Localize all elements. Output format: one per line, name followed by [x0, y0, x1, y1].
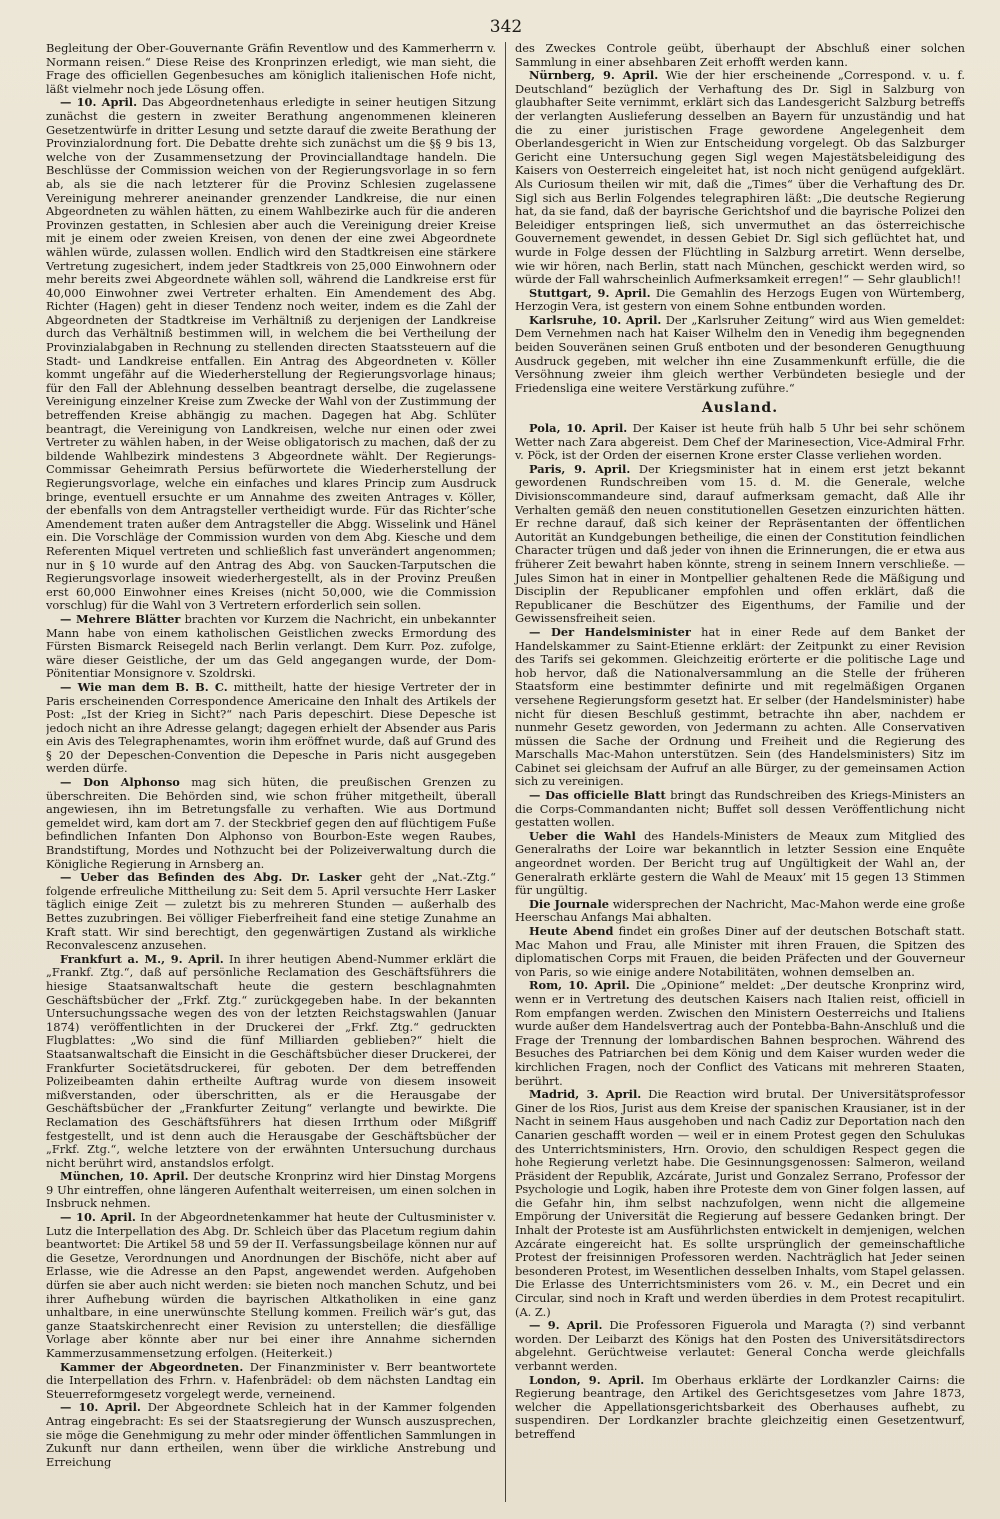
article-paragraph: [515, 979, 965, 1088]
dateline: Karlsruhe, 10. April.: [529, 312, 662, 327]
article-paragraph: [515, 626, 965, 789]
paragraph-text: mag sich hüten, die preußischen Grenzen zu überschreiten. Die Behörden sind, wie schon früher mitgetheilt, überall angewiesen, ihn im Betretungsfalle zu verhaften. Wie aus Dortmund gemeldet wird, kam dort am 7. der Steckbrief gegen den auf flüchtigem Fuße befindlichen Infanten Don Alphonso von Bourbon-Este wegen Raubes, Brandstiftung, Mordes und Nothzucht bei der Polizeiverwaltung durch die Königliche Regierung in Arnsberg an.: [46, 775, 496, 871]
paragraph-text: brachten vor Kurzem die Nachricht, ein unbekannter Mann habe von einem katholischen Geistlichen zwecks Ermordung des Fürsten Bismarck Reisegeld nach Berlin verlangt. Dem Kurr. Poz. zufolge, wäre dieser Geistliche, der um das Geld angegangen wurde, der Dom-Pönitentiar Monsignore v. Szoldrski.: [46, 611, 496, 681]
article-paragraph: [515, 789, 965, 830]
paragraph-text: In ihrer heutigen Abend-Nummer erklärt die „Frankf. Ztg.“, daß auf persönliche Reclamation des Geschäftsführers die hiesige Staatsanwaltschaft heute die gestern beschlagnahmten Geschäftsbücher der „Frkf. Ztg.“ zurückgegeben habe. In der bekannten Untersuchungssache wegen des von der letzten Reichstagswahlen (Januar 1874) veröffentlichten in der Druckerei der „Frkf. Ztg.“ gedruckten Flugblattes: „Wo sind die fünf Milliarden geblieben?“ hielt die Staatsanwaltschaft die Einsicht in die Geschäftsbücher dieser Druckerei, der Frankfurter Societätsdruckerei, für geboten. Der dem betreffenden Polizeibeamten dahin ertheilte Auftrag wurde von diesem insoweit mißverstanden, oder überschritten, als er die Herausgabe der Geschäftsbücher der „Frankfurter Zeitung“ verlangte und bewirkte. Die Reclamation des Geschäftsführers hat diesen Irrthum oder Mißgriff festgestellt, und ist denn auch die Herausgabe der Geschäftsbücher der „Frkf. Ztg.“, welche letztere von der erwähnten Untersuchung durchaus nicht berührt wird, anstandslos erfolgt.: [46, 951, 497, 1170]
article-paragraph: [515, 69, 965, 287]
paragraph-text: Begleitung der Ober-Gouvernante Gräfin Reventlow und des Kammerherrn v. Normann reisen.“ Diese Reise des Kronprinzen erledigt, wie man sieht, die Frage des officiellen Gegenbesuches am königlich italienischen Hofe nicht, läßt vielmehr noch jede Lösung offen.: [46, 42, 496, 96]
article-paragraph: [46, 96, 496, 613]
article-paragraph: [515, 1374, 965, 1442]
paragraph-text: des Handels-Ministers de Meaux zum Mitglied des Generalraths der Loire war bekanntlich in letzter Session eine Enquête angeordnet worden. Der Bericht trug auf Ungültigkeit der Wahl an, der Generalrath erklärte gestern die Wahl de Meaux’ mit 15 gegen 13 Stimmen für ungültig.: [515, 828, 965, 898]
dateline: — Das officielle Blatt: [529, 788, 666, 803]
dateline: — Don Alphonso: [60, 775, 180, 790]
article-paragraph: [515, 42, 965, 69]
paragraph-text: Die Reaction wird brutal. Der Universitätsprofessor Giner de los Rios, Jurist aus dem Kreise der spanischen Krausianer, ist in der Nacht in seinem Haus ausgehoben und nach Cadiz zur Deportation nach den Canarien geschafft worden — weil er in einem Protest gegen den Schulukas des Unterrichtsministers, Hrn. Orovio, den schuldigen Respect gegen die hohe Regierung verletzt habe. Die Gesinnungsgenossen: Salmeron, weiland Präsident der Republik, Azcárate, Jurist und Gonzalez Serrano, Professor der Psychologie und Logik, haben ihre Proteste dem von Giner folgen lassen, auf die Gefahr hin, ihm selbst nachzufolgen, wenn nicht die allgemeine Empörung der Universität die Regierung auf bessere Gedanken bringt. Der Inhalt der Proteste ist am Ausführlichsten entwickelt in demjenigen, welchen Azcárate eingereicht hat. Es sollte ursprünglich der gemeinschaftliche Protest der freisinnigen Professoren werden. Nachträglich hat Jeder seinen besonderen Protest, im Wesentlichen desselben Inhalts, vom Stapel gelassen. Die Erlasse des Unterrichtsministers vom 26. v. M., ein Decret und ein Circular, sind noch in Kraft und werden überdies in dem Protest recapitulirt. (A. Z.): [515, 1087, 965, 1319]
paragraph-text: Wie der hier erscheinende „Correspond. v. u. f. Deutschland“ bezüglich der Verhaftung des Dr. Sigl in Salzburg von glaubhafter Seite vernimmt, erklärt sich das Landesgericht Salzburg betreffs der verlangten Auslieferung desselben an Bayern für unzuständig und hat die zu einer juristischen Frage gewordene Angelegenheit dem Oberlandesgericht in Wien zur Entscheidung vorgelegt. Ob das Salzburger Gericht eine Untersuchung gegen Sigl wegen Majestätsbeleidigung des Kaisers von Oesterreich eingeleitet hat, ist noch nicht genügend aufgeklärt. Als Curiosum theilen wir mit, daß die „Times“ über die Verhaftung des Dr. Sigl sich aus Berlin Folgendes telegraphiren läßt: „Die deutsche Regierung hat, da sie fand, daß der bayrische Gerichtshof und die bayrische Polizei den Beleidiger entspringen ließ, sich unvermuthet an das österreichische Gouvernement gewendet, in dessen Gebiet Dr. Sigl sich geflüchtet hat, und wurde in Folge dessen der Flüchtling in Salzburg arretirt. Wenn derselbe, wie wir hören, nach Berlin, statt nach München, geschickt werden wird, so würde der Fall wahrscheinlich Aufmerksamkeit erregen!“ — Sehr glaublich!!: [515, 68, 965, 287]
article-paragraph: [515, 287, 965, 314]
paragraph-text: des Zweckes Controle geübt, überhaupt der Abschluß einer solchen Sammlung in einer absehbaren Zeit erhofft werden kann.: [515, 42, 965, 69]
dateline: Heute Abend: [529, 924, 614, 938]
dateline: Die Journale: [529, 896, 610, 911]
paragraph-text: hat in einer Rede auf dem Banket der Handelskammer zu Saint-Etienne erklärt: der Zeitpunkt zu einer Revision des Tarifs sei gekommen. Gleichzeitig erörterte er die politische Lage und hob hervor, daß die Nationalversammlung an die Stelle der früheren Staatsform eine bestimmter definirte und mit regelmäßigen Organen versehene Regierungsform gesetzt hat. Er selber (der Handelsminister) habe nicht für diesen Beschluß gestimmt, betrachte ihn aber, nachdem er nunmehr Gesetz geworden, von Jedermann zu achten. Alle Conservativen müssen die Sache der Ordnung und Freiheit und die Regierung des Marschalls Mac-Mahon unterstützen. Sein (des Handelsministers) Sitz im Cabinet sei gleichsam der Aufruf an alle Bürger, zu der gemeinsamen Action sich zu vereinigen.: [515, 624, 965, 789]
paragraph-text: Der deutsche Kronprinz wird hier Dinstag Morgens 9 Uhr eintreffen, ohne längeren Aufenthalt weiterreisen, um einen solchen in Insbruck nehmen.: [46, 1169, 496, 1211]
paragraph-text: Der Kriegsminister hat in einem erst jetzt bekannt gewordenen Rundschreiben vom 15. d. M. die Generale, welche Divisionscommandeure sind, darauf aufmerksam gemacht, daß Alle ihr Verhalten gemäß den neuen constitutionellen Gesetzen einzurichten hätten. Er rechne darauf, daß sich keiner der Repräsentanten der öffentlichen Autorität an Kundgebungen betheilige, die einen der Constitution feindlichen Character trügen und daß jeder von ihnen die Erinnerungen, die er etwa aus früherer Zeit bewahrt haben könnte, streng in seinem Innern verschließe. — Jules Simon hat in einer in Montpellier gehaltenen Rede die Mäßigung und Disciplin der Republicaner empfohlen und offen erklärt, daß die Republicaner die Beschützer des Eigenthums, der Familie und der Gewissensfreiheit seien.: [515, 461, 965, 626]
dateline: — Mehrere Blätter: [60, 611, 181, 626]
right-column: [506, 42, 965, 1502]
page-number: 342: [489, 17, 523, 37]
article-paragraph: [515, 463, 965, 626]
dateline: — Wie man dem B. B. C.: [60, 679, 228, 694]
article-paragraph: [515, 422, 965, 463]
paragraph-text: In der Abgeordnetenkammer hat heute der Cultusminister v. Lutz die Interpellation des Abg. Dr. Schleich über das Placetum regium dahin beantwortet: Die Artikel 58 und 59 der II. Verfassungsbeilage können nur auf die Gesetze, Verordnungen und Anordnungen der Bischöfe, nicht aber auf Erlasse, wie die Adresse an den Papst, angewendet werden. Aufgehoben dürfen sie aber auch nicht werden: sie bieten noch manchen Schutz, und bei ihrer Aufhebung würden die bayrischen Altkatholiken in eine ganz unhaltbare, in eine unerwünschte Stellung kommen. Freilich wär’s gut, das ganze Staatskirchenrecht einer Revision zu unterstellen; die diesfällige Vorlage aber könnte aber nur bei einer ihre Annahme sichernden Kammerzusammensetzung erfolgen. (Heiterkeit.): [46, 1210, 497, 1360]
paragraph-text: bringt das Rundschreiben des Kriegs-Ministers an die Corps-Commandanten nicht; Buffet soll dessen Veröffentlichung nicht gestatten wollen.: [515, 788, 965, 830]
article-paragraph: [515, 1319, 965, 1373]
article-paragraph: [46, 681, 496, 776]
paragraph-text: Im Oberhaus erklärte der Lordkanzler Cairns: die Regierung beantrage, den Artikel des Gerichtsgesetzes vom Jahre 1873, welcher die Appellationsgerichtsbarkeit des Oberhauses aufhebt, zu suspendiren. Der Lordkanzler brachte gleichzeitig einen Gesetzentwurf, betreffend: [515, 1372, 965, 1441]
dateline: Stuttgart, 9. April.: [529, 285, 651, 300]
dateline: — Ueber das Befinden des Abg. Dr. Lasker: [60, 870, 362, 885]
article-paragraph: [515, 925, 965, 979]
dateline: Nürnberg, 9. April.: [529, 68, 659, 83]
article-paragraph: [46, 42, 496, 96]
paragraph-text: findet ein großes Diner auf der deutschen Botschaft statt. Mac Mahon und Frau, alle Minister mit ihren Frauen, die Spitzen des diplomatischen Corps mit Frauen, die beiden Präfecten und der Gouverneur von Paris, so wie einige andere Notabilitäten, wohnen demselben an.: [515, 924, 965, 979]
paragraph-text: Die „Opinione“ meldet: „Der deutsche Kronprinz wird, wenn er in Vertretung des deutschen Kaisers nach Italien reist, officiell in Rom empfangen werden. Zwischen den Ministern Oesterreichs und Italiens wurde außer dem Handelsvertrag auch der Pontebba-Bahn-Anschluß und die Frage der Trennung der lombardischen Bahnen besprochen. Während des Besuches des Patriarchen bei dem König und dem Kaiser wurden weder die kirchlichen Fragen, noch der Conflict des Vaticans mit mehreren Staaten, berührt.: [515, 978, 965, 1088]
dateline: — 9. April.: [529, 1318, 603, 1333]
dateline: — 10. April.: [60, 1400, 141, 1415]
dateline: London, 9. April.: [529, 1372, 645, 1387]
paragraph-text: Der Kaiser ist heute früh halb 5 Uhr bei sehr schönem Wetter nach Zara abgereist. Dem Chef der Marinesection, Vice-Admiral Frhr. v. Pöck, ist der Orden der eisernen Krone erster Classe verliehen worden.: [515, 421, 965, 463]
article-paragraph: [46, 1170, 496, 1211]
paragraph-text: Die Gemahlin des Herzogs Eugen von Würtemberg, Herzogin Vera, ist gestern von einem Sohne entbunden worden.: [515, 285, 965, 314]
paragraph-text: Die Professoren Figuerola und Maragta (?) sind verbannt worden. Der Leibarzt des Königs hat den Posten des Universitätsdirectors abgelehnt. Gerüchtweise verlautet: General Concha werde gleichfalls verbannt werden.: [515, 1318, 965, 1373]
dateline: Pola, 10. April.: [529, 421, 628, 436]
dateline: Rom, 10. April.: [529, 978, 630, 993]
dateline: München, 10. April.: [60, 1169, 189, 1184]
paragraph-text: Der „Karlsruher Zeitung“ wird aus Wien gemeldet: Dem Vernehmen nach hat Kaiser Wilhelm den in Venedig ihm begegnenden beiden Souveränen seinen Gruß entboten und der besonderen Genugthuung Ausdruck gegeben, mit welcher ihn eine Zusammenkunft erfülle, die die Versöhnung zweier ihm gleich werther Verbündeten besiegle und der Friedensliga eine weitere Verstärkung zuführe.“: [515, 312, 965, 395]
article-paragraph: [515, 898, 965, 925]
left-column: [46, 42, 505, 1502]
article-columns: [46, 42, 966, 1502]
dateline: — 10. April.: [60, 1210, 136, 1225]
article-paragraph: [46, 871, 496, 953]
paragraph-text: geht der „Nat.-Ztg.“ folgende erfreuliche Mittheilung zu: Seit dem 5. April versuchte Herr Lasker täglich einige Zeit — zuletzt bis zu mehreren Stunden — außerhalb des Bettes zuzubringen. Bei völliger Fieberfreiheit fand eine stetige Zunahme an Kraft statt. Wir sind berechtigt, den gegenwärtigen Zustand als wirkliche Reconvalescenz anzusehen.: [46, 870, 496, 953]
paragraph-text: Das Abgeordnetenhaus erledigte in seiner heutigen Sitzung zunächst die gestern in zweiter Berathung angenommenen kleineren Gesetzentwürfe in dritter Lesung und setzte darauf die zweite Berathung der Provinzialordnung fort. Die Debatte drehte sich zunächst um die §§ 9 bis 13, welche von der Zusammensetzung der Provinciallandtage handeln. Die Beschlüsse der Commission weichen von der Regierungsvorlage in so fern ab, als sie die nach letzterer für die Provinz Schlesien zugelassene Vereinigung mehrerer aneinander grenzender Landkreise, die nur einen Abgeordneten zu wählen hätten, zu einem Wahlbezirke auch für die anderen Provinzen gestatten, in Schlesien aber auch die Vereinigung dreier Kreise mit je einem oder zweien Kreisen, von denen der eine zwei Abgeordnete wählen würde, zulassen wollen. Endlich wird den Stadtkreisen eine stärkere Vertretung zugesichert, indem jeder Stadtkreis von 25,000 Einwohnern oder mehr bereits zwei Abgeordnete wählen soll, während die Landkreise erst für 40,000 Einwohner zwei Vertreter erhalten. Ein Amendement des Abg. Richter (Hagen) geht in dieser Tendenz noch weiter, indem es die Zahl der Abgeordneten der Stadtkreise im Verhältniß zu derjenigen der Landkreise durch das Verhältniß bestimmen will, in welchem die bei Vertheilung der Provinzialabgaben in Rechnung zu stellenden directen Staatssteuern auf die Stadt- und Landkreise entfallen. Ein Antrag des Abgeordneten v. Köller kommt ungefähr auf die Wiederherstellung der Regierungsvorlage hinaus; für den Fall der Ablehnung desselben beantragt derselbe, die zugelassene Vereinigung einzelner Kreise zum Zwecke der Wahl von der Zustimmung der betreffenden Kreise abhängig zu machen. Dagegen hat Abg. Schlüter beantragt, die Vereinigung von Landkreisen, welche nur einen oder zwei Vertreter zu wählen haben, in der Weise obligatorisch zu machen, daß der zu bildende Wahlbezirk mindestens 3 Abgeordnete wählt. Der Regierungs-Commissar Geheimrath Persius befürwortete die Wiederherstellung der Regierungsvorlage, welche ein einfaches und klares Princip zum Ausdruck bringe, eventuell ersuchte er um Annahme des zweiten Antrages v. Köller, der ebenfalls von dem Antragsteller vertheidigt wurde. Für das Richter’sche Amendement traten außer dem Antragsteller die Abgg. Wisselink und Hänel ein. Die Vorschläge der Commission wurden von dem Abg. Kiesche und dem Referenten Miquel vertreten und schließlich fast unverändert angenommen; nur in § 10 wurde auf den Antrag des Abg. von Saucken-Tarputschen die Regierungsvorlage insoweit wiederhergestellt, als in der Provinz Preußen erst 60,000 Einwohner eines Kreises (nicht 50,000, wie die Commission vorschlug) für die Wahl von 3 Vertretern erforderlich sein sollen.: [46, 95, 497, 613]
article-paragraph: [46, 613, 496, 681]
article-paragraph: [46, 1401, 496, 1469]
paragraph-text: widersprechen der Nachricht, Mac-Mahon werde eine große Heerschau Anfangs Mai abhalten.: [515, 896, 965, 925]
paragraph-text: Der Finanzminister v. Berr beantwortete die Interpellation des Frhrn. v. Hafenbrädel: ob dem nächsten Landtag ein Steuerreformgesetz vorgelegt werde, verneinend.: [46, 1359, 497, 1401]
article-paragraph: [515, 1088, 965, 1319]
dateline: Madrid, 3. April.: [529, 1087, 642, 1102]
dateline: — 10. April.: [60, 95, 138, 110]
article-paragraph: [46, 1211, 496, 1361]
article-paragraph: [515, 830, 965, 898]
dateline: Paris, 9. April.: [529, 461, 631, 476]
dateline: Kammer der Abgeordneten.: [60, 1359, 244, 1374]
paragraph-text: mittheilt, hatte der hiesige Vertreter der in Paris erscheinenden Correspondence Americaine den Inhalt des Artikels der Post: „Ist der Krieg in Sicht?“ nach Paris depeschirt. Diese Depesche ist jedoch nicht an ihre Adresse gelangt; dagegen erhielt der Absender aus Paris ein Avis des Telegraphenamtes, worin ihm eröffnet wurde, daß auf Grund des § 20 der Depeschen-Convention die Depesche in Paris nicht ausgegeben werden dürfe.: [46, 679, 496, 776]
dateline: Ueber die Wahl: [529, 828, 636, 843]
section-heading: Ausland.: [701, 400, 779, 417]
article-paragraph: [46, 1361, 496, 1402]
dateline: — Der Handelsminister: [529, 624, 691, 639]
article-paragraph: [515, 314, 965, 396]
paragraph-text: Der Abgeordnete Schleich hat in der Kammer folgenden Antrag eingebracht: Es sei der Staatsregierung der Wunsch auszusprechen, sie möge die Genehmigung zu mehr oder minder öffentlichen Sammlungen in Zukunft nur dann ertheilen, wenn über die wirkliche Anstrebung und Erreichung: [46, 1400, 497, 1469]
dateline: Frankfurt a. M., 9. April.: [60, 951, 224, 966]
article-paragraph: [46, 776, 496, 871]
article-paragraph: [46, 953, 496, 1171]
